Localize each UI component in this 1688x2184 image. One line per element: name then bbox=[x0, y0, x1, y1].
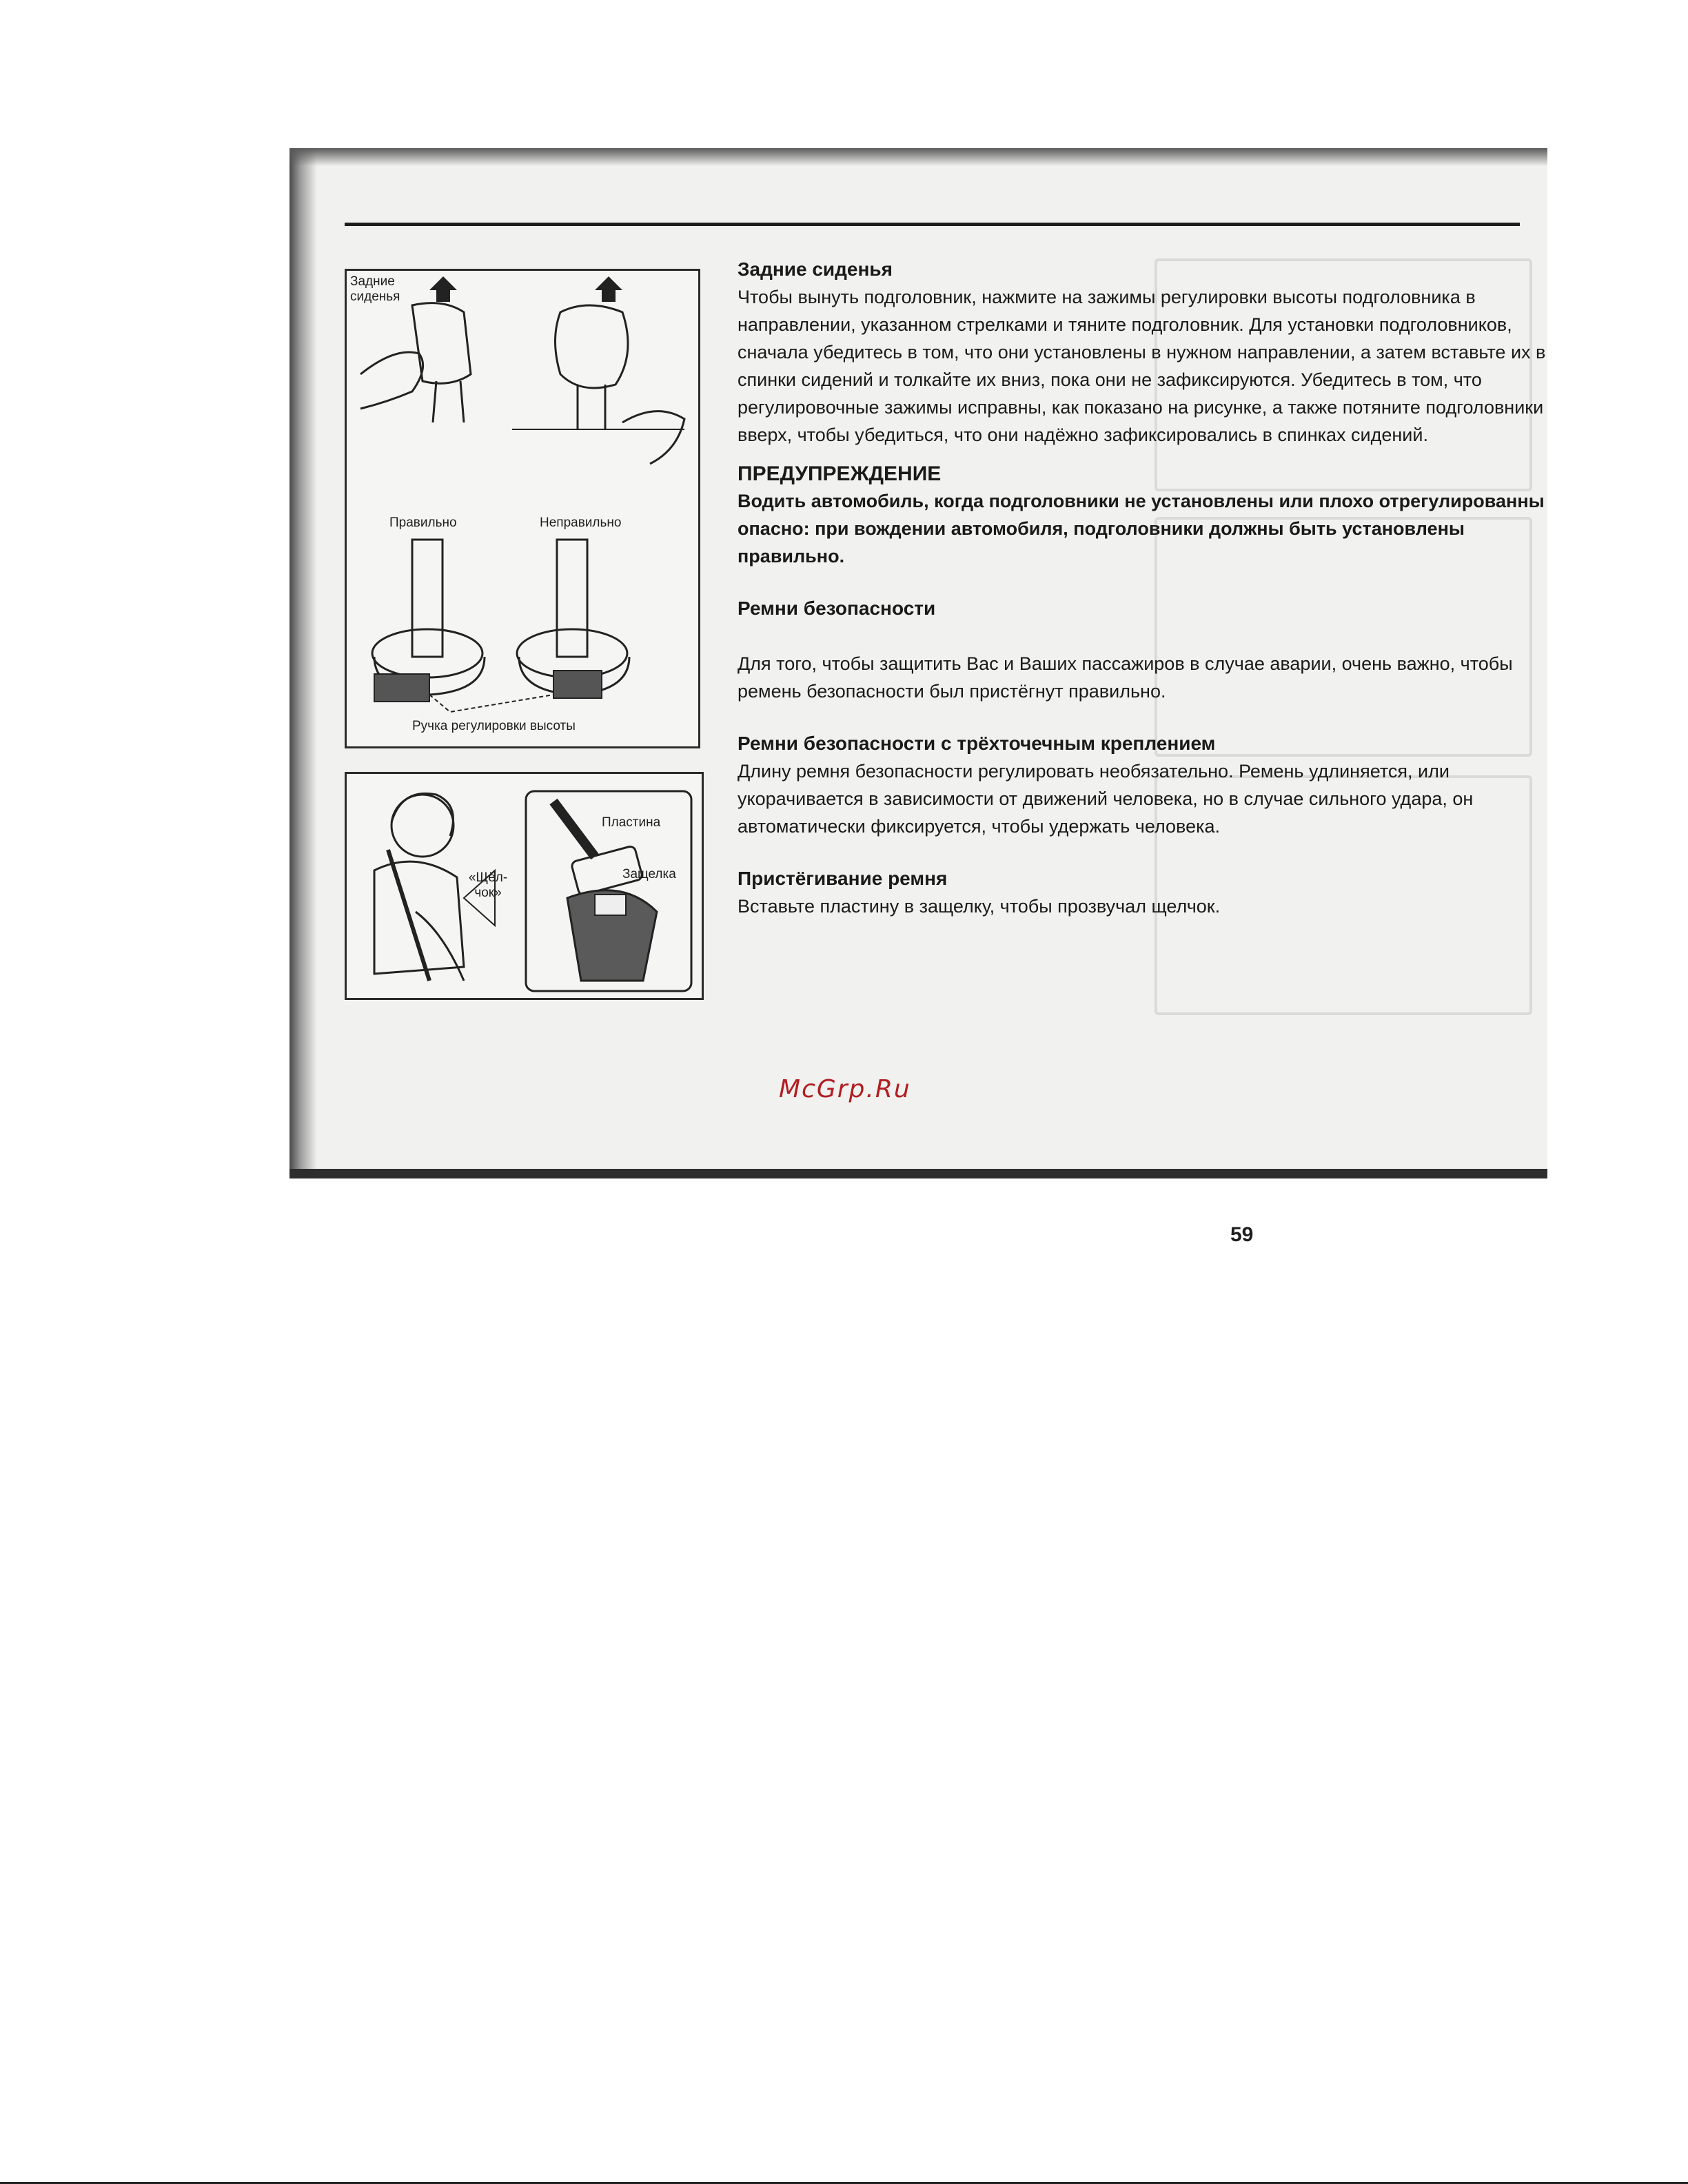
seatbelt-illustration bbox=[347, 774, 702, 998]
label-latch: Защелка bbox=[622, 867, 676, 881]
scan-bottom-edge bbox=[289, 1169, 1547, 1178]
section-title-seat-belts: Ремни безопасности bbox=[738, 598, 936, 619]
label-incorrect: Неправильно bbox=[540, 516, 622, 530]
label-plate: Пластина bbox=[602, 815, 661, 830]
text-column bbox=[738, 258, 1558, 920]
section-title-fastening: Пристёгивание ремня bbox=[738, 868, 948, 889]
page-shadow-top bbox=[289, 148, 1547, 166]
headrest-figure bbox=[345, 269, 700, 748]
label-rear-seats: Задние сиденья bbox=[350, 274, 400, 304]
scanned-page bbox=[289, 148, 1547, 1246]
page-number: 59 bbox=[1230, 1223, 1254, 1246]
label-correct: Правильно bbox=[389, 516, 457, 530]
section-title-three-point: Ремни безопасности с трёхточечным креплением bbox=[738, 733, 1216, 754]
seatbelt-figure bbox=[345, 772, 704, 1000]
label-click: «Щёл-чок» bbox=[468, 870, 508, 900]
section-title-rear-seats: Задние сиденья bbox=[738, 258, 893, 280]
warning-text: Водить автомобиль, когда подголовники не установлены или плохо отрегулированны опасно: при вождении автомобиля, подголовники должны быть установлены правильно. bbox=[738, 491, 1545, 567]
section-text-fastening: Вставьте пластину в защелку, чтобы прозвучал щелчок. bbox=[738, 896, 1221, 917]
label-height-handle: Ручка регулировки высоты bbox=[412, 719, 576, 733]
section-text-three-point: Длину ремня безопасности регулировать необязательно. Ремень удлиняется, или укорачивается в зависимости от движений человека, но в случае сильного удара, он автоматически фиксируется, чтобы удержать человека. bbox=[738, 761, 1474, 837]
header-rule bbox=[345, 223, 1520, 226]
watermark-link[interactable]: McGrp.Ru bbox=[779, 1075, 911, 1103]
page-shadow-left bbox=[289, 148, 317, 1178]
warning-title: ПРЕДУПРЕЖДЕНИЕ bbox=[738, 462, 942, 485]
section-text-rear-seats: Чтобы вынуть подголовник, нажмите на зажимы регулировки высоты подголовника в направлении, указанном стрелками и тяните подголовник. Для установки подголовников, сначала убедитесь в том, что они установлены в нужном направлении, а затем вставьте их в спинки сидений и толкайте их вниз, пока они не зафиксируются. Убедитесь в том, что регулировочные зажимы исправны, как показано на рисунке, а также потяните подголовники вверх, чтобы убедиться, что они надёжно зафиксировались в спинках сидений. bbox=[738, 287, 1546, 445]
section-text-seat-belts: Для того, чтобы защитить Вас и Ваших пассажиров в случае аварии, очень важно, чтобы ремень безопасности был пристёгнут правильно. bbox=[738, 653, 1513, 702]
headrest-illustration bbox=[347, 271, 698, 746]
